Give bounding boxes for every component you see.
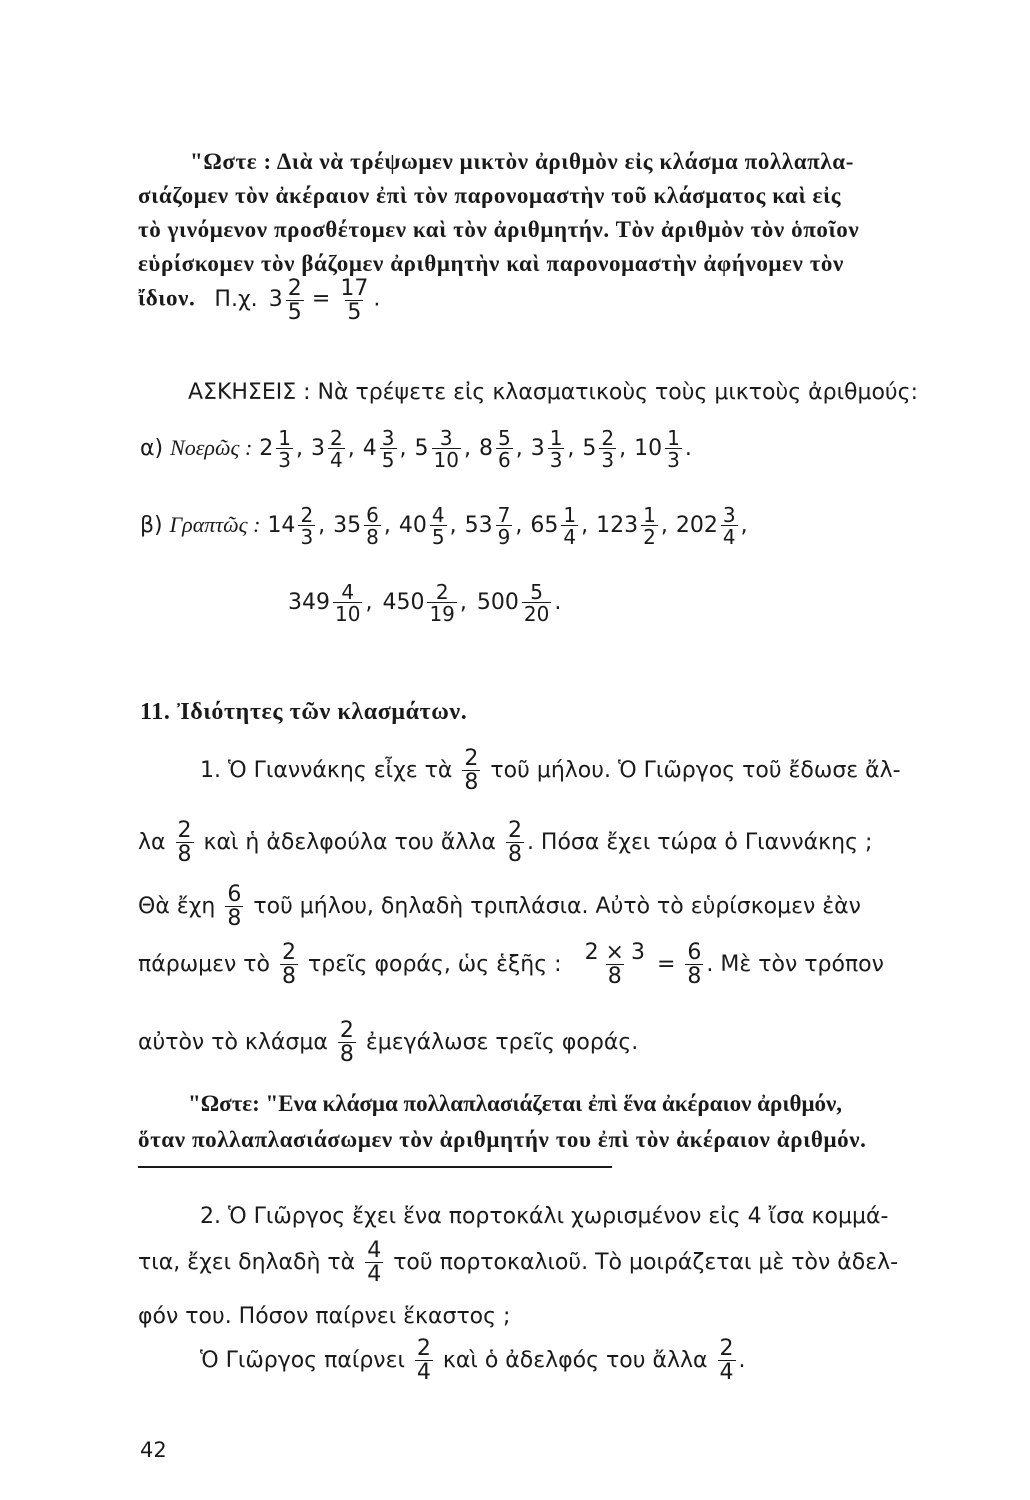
fraction [641, 505, 658, 547]
numerator: 3 [381, 426, 395, 450]
intro-line-5: ἴδιον. [138, 285, 196, 311]
exercise-a-name: Νοερῶς : [170, 435, 253, 460]
numerator: 2 [416, 1336, 431, 1361]
mixed-number [675, 503, 748, 549]
fraction [298, 505, 315, 547]
punctuation: , [463, 436, 471, 461]
p1-l5-b: ἐμεγάλωσε τρεῖς φοράς. [365, 1030, 639, 1055]
p2-line-3: φόν του. Πόσον παίρνει ἕκαστος ; [138, 1304, 511, 1329]
denominator: 8 [282, 964, 297, 989]
whole-part: 35 [333, 513, 362, 538]
fraction [364, 505, 381, 547]
p2-line-4 [200, 1338, 746, 1384]
whole-part: 14 [267, 513, 296, 538]
mixed-number [288, 580, 373, 626]
separator-rule [138, 1166, 612, 1168]
numerator: 4 [341, 580, 355, 604]
numerator: 3 [722, 503, 736, 527]
denominator: 4 [563, 525, 577, 549]
p1-l2-fraction [176, 820, 194, 866]
punctuation: , [567, 436, 575, 461]
numerator: 2 [177, 818, 192, 843]
whole-part: 349 [288, 590, 330, 615]
denominator: 4 [330, 448, 343, 472]
punctuation: , [399, 436, 407, 461]
exercise-a-label: α) [140, 436, 164, 461]
denominator: 8 [227, 906, 242, 931]
mixed-number [634, 426, 692, 472]
punctuation: , [619, 436, 627, 461]
whole-part: 123 [596, 513, 639, 538]
denominator: 3 [667, 448, 680, 472]
whole-part: 53 [464, 513, 493, 538]
p2-l4-fraction-2 [718, 1338, 736, 1384]
fraction [561, 505, 578, 547]
mixed-number [362, 426, 407, 472]
whole-part: 450 [382, 590, 425, 615]
whole-part: 10 [634, 436, 663, 461]
denominator: 10 [433, 448, 459, 472]
denominator: 8 [464, 770, 479, 795]
denominator: 3 [601, 448, 615, 472]
fraction [328, 428, 345, 470]
punctuation: , [515, 436, 523, 461]
p1-l4-product-fraction [583, 942, 647, 988]
p1-l4-a: πάρωμεν τὸ [138, 952, 271, 977]
rule-text-1: "Ωστε: "Ενα κλάσμα πολλαπλασιάζεται ἐπὶ ἕνα ἀκέραιον ἀριθμόν, [188, 1091, 843, 1116]
whole-part: 202 [675, 513, 718, 538]
exercise-b-cont [288, 582, 571, 624]
punctuation: , [347, 436, 355, 461]
whole-part: 5 [582, 436, 597, 461]
section-title: 11. Ἰδιότητες τῶν κλασμάτων. [140, 699, 468, 725]
numerator: 6 [366, 503, 379, 527]
denominator: 8 [177, 842, 192, 867]
exercises-title: ΑΣΚΗΣΕΙΣ : Νὰ τρέψετε εἰς κλασματικοὺς τοὺς μικτοὺς ἀριθμούς: [188, 380, 918, 405]
punctuation: , [515, 513, 523, 538]
denominator: 10 [335, 602, 361, 626]
p1-l1-fraction [462, 748, 480, 794]
example-end: . [373, 286, 381, 312]
exercise-b-items-2 [288, 580, 571, 626]
denominator: 6 [497, 448, 511, 472]
mixed-number [333, 503, 391, 549]
punctuation: , [660, 513, 668, 538]
fraction [427, 582, 456, 624]
numerator: 2 [601, 426, 615, 450]
p1-line-3 [138, 884, 861, 930]
mixed-number [530, 503, 589, 549]
denominator: 8 [366, 525, 379, 549]
denominator: 8 [607, 964, 622, 989]
p1-l3-fraction [225, 884, 243, 930]
denominator: 5 [381, 448, 395, 472]
p1-l2-fraction-2 [506, 820, 524, 866]
numerator: 1 [667, 426, 680, 450]
p1-line-1 [200, 748, 901, 794]
example-whole: 3 [268, 286, 283, 312]
intro-line-4: εὑρίσκομεν τὸν βάζομεν ἀριθμητὴν καὶ παρονομαστὴν ἀφήνομεν τὸν [138, 251, 844, 276]
denominator: 8 [339, 1042, 354, 1067]
numerator: 2 [507, 818, 522, 843]
mixed-number [464, 503, 523, 549]
denominator: 4 [719, 1360, 734, 1385]
p2-l4-c: . [738, 1348, 746, 1373]
fraction [380, 428, 397, 470]
page-number: 42 [140, 1438, 167, 1462]
numerator: 4 [367, 1238, 382, 1263]
denominator: 2 [643, 525, 656, 549]
punctuation: . [554, 590, 562, 615]
whole-part: 3 [530, 436, 545, 461]
mixed-number [398, 503, 457, 549]
fraction [430, 505, 447, 547]
p2-line-2 [138, 1240, 898, 1286]
numerator: 2 × 3 [584, 940, 645, 965]
p2-l4-b: καὶ ὁ ἀδελφός του ἄλλα [442, 1348, 708, 1373]
numerator: 6 [687, 940, 702, 965]
numerator: 5 [497, 426, 511, 450]
p2-line-1: 2. Ὁ Γιῶργος ἔχει ἕνα πορτοκάλι χωρισμένον εἰς 4 ἴσα κομμά- [200, 1204, 889, 1229]
punctuation: . [684, 436, 692, 461]
denominator: 3 [549, 448, 563, 472]
denominator: 4 [367, 1262, 382, 1287]
p1-l4-fraction [280, 942, 298, 988]
example-fraction [286, 278, 304, 324]
denominator: 4 [416, 1360, 431, 1385]
p2-l4-a: Ὁ Γιῶργος παίρνει [200, 1348, 405, 1373]
p1-line-4 [138, 942, 884, 988]
fraction [522, 582, 551, 624]
whole-part: 8 [478, 436, 493, 461]
p1-l3-b: τοῦ μήλου, δηλαδὴ τριπλάσια. Αὐτὸ τὸ εὑρίσκομεν ἐὰν [253, 894, 861, 919]
example-equals: = [311, 286, 331, 312]
example-denominator: 5 [287, 300, 302, 325]
denominator: 5 [431, 525, 445, 549]
punctuation: , [318, 513, 326, 538]
p1-l4-equals: = [656, 952, 676, 977]
mixed-number [530, 426, 575, 472]
fraction [548, 428, 565, 470]
whole-part: 3 [311, 436, 326, 461]
p1-l1-b: τοῦ μήλου. Ὁ Γιῶργος τοῦ ἔδωσε ἄλ- [490, 758, 901, 783]
numerator: 3 [439, 426, 453, 450]
intro-line-3: τὸ γινόμενον προσθέτομεν καὶ τὸν ἀριθμητήν. Τὸν ἀριθμὸν τὸν ὁποῖον [138, 217, 860, 242]
intro-line-1: "Ωστε : Διὰ νὰ τρέψωμεν μικτὸν ἀριθμὸν εἰς κλάσμα πολλαπλα- [190, 149, 854, 174]
example-result-denominator: 5 [347, 300, 362, 325]
p1-l3-a: Θὰ ἔχη [138, 894, 216, 919]
mixed-number [267, 503, 326, 549]
mixed-number [382, 580, 467, 626]
numerator: 7 [497, 503, 511, 527]
fraction [665, 428, 682, 470]
denominator: 3 [278, 448, 292, 472]
denominator: 20 [523, 602, 550, 626]
p2-l4-fraction [415, 1338, 433, 1384]
mixed-number [311, 426, 355, 472]
whole-part: 2 [259, 436, 274, 461]
fraction [599, 428, 616, 470]
denominator: 8 [687, 964, 702, 989]
p1-l1-a: 1. Ὁ Γιαννάκης εἶχε τὰ [200, 758, 453, 783]
numerator: 2 [464, 746, 479, 771]
numerator: 5 [530, 580, 543, 604]
p1-l4-b: τρεῖς φοράς, ὡς ἑξῆς : [308, 952, 562, 977]
example-label: Π.χ. [214, 286, 258, 312]
denominator: 4 [722, 525, 736, 549]
numerator: 1 [643, 503, 656, 527]
p1-l2-c: . Πόσα ἔχει τώρα ὁ Γιαννάκης ; [526, 830, 873, 855]
exercise-b [140, 505, 756, 547]
numerator: 2 [282, 940, 297, 965]
mixed-number [596, 503, 668, 549]
denominator: 9 [497, 525, 511, 549]
p2-l2-fraction [365, 1240, 383, 1286]
punctuation: , [449, 513, 457, 538]
mixed-number [582, 426, 627, 472]
exercise-b-items [267, 503, 755, 549]
rule-line-2: ὅταν πολλαπλασιάσωμεν τὸν ἀριθμητήν του ἐπὶ τὸν ἀκέραιον ἀριθμόν. [138, 1127, 867, 1152]
mixed-number [478, 426, 523, 472]
punctuation: , [365, 590, 373, 615]
whole-part: 65 [530, 513, 559, 538]
numerator: 1 [549, 426, 563, 450]
numerator: 4 [431, 503, 445, 527]
numerator: 1 [278, 426, 292, 450]
punctuation: , [740, 513, 748, 538]
whole-part: 5 [414, 436, 429, 461]
rule-line-1 [188, 1092, 842, 1115]
exercise-a-items [259, 426, 700, 472]
fraction [432, 428, 461, 470]
fraction [721, 505, 738, 547]
denominator: 8 [507, 842, 522, 867]
exercise-b-name: Γραπτῶς : [169, 512, 261, 537]
p1-l2-b: καὶ ἡ ἀδελφούλα του ἄλλα [203, 830, 496, 855]
punctuation: , [383, 513, 391, 538]
mixed-number [259, 426, 304, 472]
p2-l2-a: τια, ἔχει δηλαδὴ τὰ [138, 1250, 356, 1275]
p1-line-2 [138, 820, 872, 866]
exercise-b-label: β) [140, 513, 163, 538]
denominator: 3 [300, 525, 314, 549]
example-result-fraction [338, 278, 370, 324]
mixed-number [414, 426, 471, 472]
numerator: 2 [300, 503, 314, 527]
whole-part: 40 [398, 513, 427, 538]
p1-l5-a: αὐτὸν τὸ κλάσμα [138, 1030, 328, 1055]
fraction [496, 505, 513, 547]
numerator: 2 [719, 1336, 734, 1361]
p1-l5-fraction [338, 1020, 356, 1066]
fraction [276, 428, 293, 470]
whole-part: 4 [362, 436, 377, 461]
intro-example-line [138, 278, 380, 324]
denominator: 19 [429, 602, 455, 626]
numerator: 6 [227, 882, 242, 907]
fraction [333, 582, 362, 624]
punctuation: , [459, 590, 467, 615]
p1-l4-result-fraction [685, 942, 703, 988]
p1-line-5 [138, 1020, 638, 1066]
numerator: 2 [330, 426, 343, 450]
numerator: 2 [339, 1018, 354, 1043]
p2-l2-b: τοῦ πορτοκαλιοῦ. Τὸ μοιράζεται μὲ τὸν ἀδελ- [393, 1250, 899, 1275]
example-numerator: 2 [287, 276, 302, 301]
exercise-a [140, 428, 700, 470]
mixed-number [476, 580, 562, 626]
punctuation: , [296, 436, 304, 461]
punctuation: , [581, 513, 589, 538]
p1-l2-a: λα [138, 830, 166, 855]
whole-part: 500 [476, 590, 519, 615]
intro-line-2: σιάζομεν τὸν ἀκέραιον ἐπὶ τὸν παρονομαστὴν τοῦ κλάσματος καὶ εἰς [138, 183, 841, 208]
p1-l4-c: . Μὲ τὸν τρόπον [706, 952, 884, 977]
example-result-numerator: 17 [340, 276, 369, 301]
numerator: 2 [435, 580, 449, 604]
numerator: 1 [563, 503, 577, 527]
fraction [496, 428, 513, 470]
